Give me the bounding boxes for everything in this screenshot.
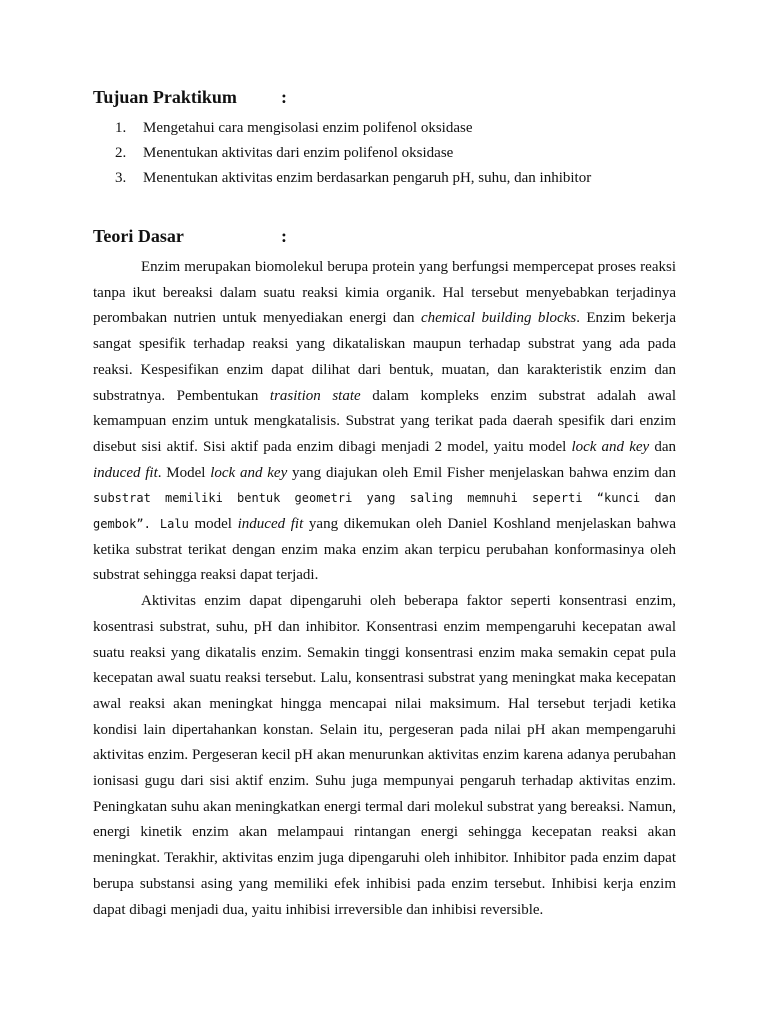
text-run: dalam kompleks enzim substrat adalah awal kemampuan enzim untuk mengkatalisis. Substrat yang terikat pada daerah spesifik dari enzim disebut sisi aktif. Sisi aktif pada enzim dibagi menjadi 2 model, yaitu model (93, 387, 676, 455)
text-run: Enzim merupakan biomolekul berupa protein yang berfungsi mempercepat proses reaksi tanpa ikut bereaksi dalam suatu reaksi kimia organik. Hal tersebut menyebabkan terjadinya perombakan nutrien untuk menyediakan energi dan (93, 259, 676, 327)
theory-paragraph-2: Aktivitas enzim dapat dipengaruhi oleh beberapa faktor seperti konsentrasi enzim, kosentrasi substrat, suhu, pH dan inhibitor. Konsentrasi enzim mempengaruhi kecepatan awal suatu reaksi yang dikatalis enzim. Semakin tinggi konsentrasi enzim maka semakin cepat pula kecepatan awal suatu reaksi tersebut. Lalu, konsentrasi substrat yang meningkat maka kecepatan awal reaksi akan meningkat hingga mencapai nilai maksimum. Hal tersebut terjadi ketika kondisi lain dipertahankan konstan. Selain itu, pergeseran pada nilai pH akan mempengaruhi aktivitas enzim. Pergeseran kecil pH akan menurunkan aktivitas enzim karena adanya perubahan ionisasi gugu dari sisi aktif enzim. Suhu juga mempunyai pengaruh terhadap aktivitas enzim. Peningkatan suhu akan meningkatkan energi termal dari molekul substrat yang bereaksi. Namun, energi kinetik enzim akan melampaui rintangan energi sehingga kecepatan reaksi akan meningkat. Terakhir, aktivitas enzim juga dipengaruhi oleh inhibitor. Inhibitor pada enzim dapat berupa substansi asing yang memiliki efek inhibisi pada enzim tersebut. Inhibisi kerja enzim dapat dibagi menjadi dua, yaitu inhibisi irreversible dan inhibisi reversible. (93, 593, 676, 918)
list-item (93, 141, 676, 166)
text-run: . Model (157, 464, 211, 481)
list-item (93, 116, 676, 141)
list-item-text: Menentukan aktivitas dari enzim polifenol oksidase (143, 145, 454, 161)
list-item-number: 1. (115, 120, 127, 136)
theory-heading-title: Teori Dasar (93, 226, 184, 246)
goals-heading-colon: : (281, 87, 287, 107)
text-run: model (188, 516, 238, 533)
goals-list (93, 116, 676, 191)
list-item-number: 2. (115, 145, 127, 161)
text-run: yang dikemukan oleh Daniel Koshland menjelaskan bahwa ketika substrat terikat dengan enzim maka enzim akan terpicu perubahan konformasinya oleh substrat sehingga reaksi dapat terjadi. (93, 516, 677, 584)
italic-term: induced fit (237, 516, 304, 533)
theory-heading (93, 225, 676, 247)
list-item-text: Mengetahui cara mengisolasi enzim polifenol oksidase (143, 120, 473, 136)
theory-paragraph-1 (93, 255, 676, 589)
list-item-text: Menentukan aktivitas enzim berdasarkan pengaruh pH, suhu, dan inhibitor (143, 170, 592, 186)
italic-term: induced fit (93, 464, 158, 481)
list-item-number: 3. (115, 170, 127, 186)
italic-term: trasition state (269, 387, 361, 404)
goals-heading-title: Tujuan Praktikum (93, 87, 237, 107)
theory-heading-colon: : (281, 226, 287, 246)
monospace-run: substrat memiliki bentuk geometri yang saling memnuhi seperti “kunci dan gembok”. Lalu (93, 491, 676, 532)
italic-term: lock and key (571, 438, 650, 455)
text-run: . Enzim bekerja sangat spesifik terhadap reaksi yang dikataliskan maupun terhadap substrat yang ada pada reaksi. Kespesifikan enzim dapat dilihat dari bentuk, muatan, dan karakteristik enzim dan substratnya. Pembentukan (93, 310, 677, 404)
goals-heading (93, 86, 676, 108)
text-run: dan (649, 438, 676, 455)
italic-term: chemical building blocks (420, 310, 577, 327)
text-run: yang diajukan oleh Emil Fisher menjelaskan bahwa enzim dan (287, 464, 676, 481)
italic-term: lock and key (210, 464, 288, 481)
list-item (93, 166, 676, 191)
